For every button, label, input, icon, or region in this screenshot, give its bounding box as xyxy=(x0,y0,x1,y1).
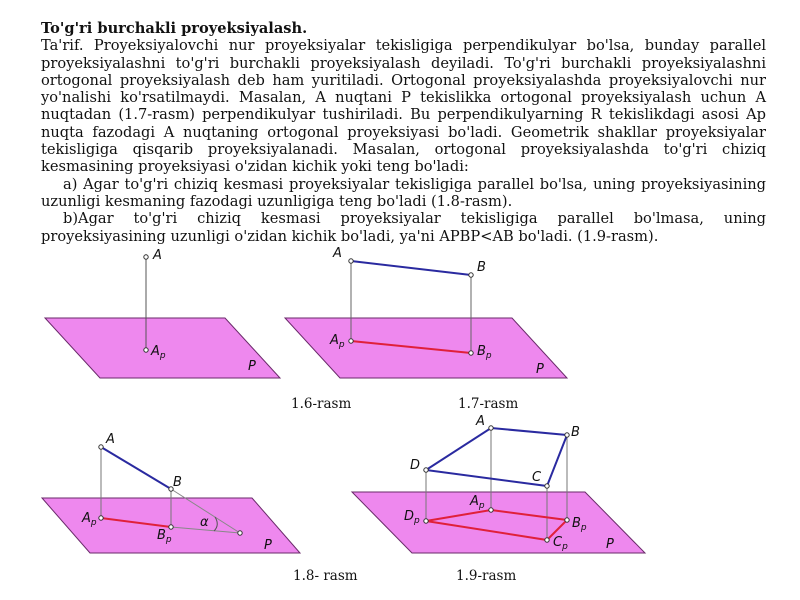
label-a: A xyxy=(333,246,342,261)
point-ap xyxy=(489,508,493,512)
label-dp: $D_p$ xyxy=(404,509,420,526)
label-c: C xyxy=(532,470,542,485)
point-bp xyxy=(169,525,173,529)
caption-fig-1-7: 1.7-rasm xyxy=(458,396,519,412)
point-dp xyxy=(424,519,428,523)
label-bp: $B_p$ xyxy=(477,344,492,361)
point-ap xyxy=(349,339,353,343)
point-b xyxy=(565,433,569,437)
caption-fig-1-6: 1.6-rasm xyxy=(291,396,352,412)
label-a: A xyxy=(153,248,162,263)
label-b: B xyxy=(571,425,580,440)
label-ap: $A_p$ xyxy=(151,344,166,361)
figure-1-6 xyxy=(45,248,280,378)
label-plane-p: P xyxy=(536,362,544,377)
label-d: D xyxy=(410,458,421,473)
paragraph-definition: Ta'rif. Proyeksiyalovchi nur proyeksiyalar tekisligiga perpendikulyar bo'lsa, bunday parallel proyeksiyalashni to'g'ri burchakli proyeksiyalash deyiladi. To'g'ri burchakli proyeksiyalashni ortogonal proyeksiyalash deb ham yuritiladi. Ortogonal proyeksiyalashda proyeksiyalovchi nur yo'nalishi ko'rsatilmaydi. Masalan, A nuqtani P tekislikka ortogonal proyeksiyalash uchun A nuqtadan (1.7-rasm) perpendikulyar tushiriladi. Bu perpendikulyarning R tekislikdagi asosi Ap nuqta fazodagi A nuqtaning ortogonal proyeksiyasi bo'ladi. Geometrik shakllar proyeksiyalar tekisligiga qisqarib proyeksiyalanadi. Masalan, ortogonal proyeksiyalashda to'g'ri chiziq kesmasining proyeksiyasi o'zidan kichik yoki teng bo'ladi: xyxy=(41,37,766,176)
point-ap xyxy=(99,516,103,520)
label-plane-p: P xyxy=(248,359,256,374)
figure-1-9 xyxy=(352,414,645,553)
figure-1-7 xyxy=(285,246,567,378)
plane-p xyxy=(45,318,280,378)
label-alpha: α xyxy=(200,515,209,530)
point-bp xyxy=(469,351,473,355)
label-bp: $B_p$ xyxy=(157,528,172,545)
label-plane-p: P xyxy=(606,537,614,552)
point-b xyxy=(469,273,473,277)
caption-fig-1-8: 1.8- rasm xyxy=(293,568,358,584)
point-a xyxy=(349,259,353,263)
label-a: A xyxy=(106,432,115,447)
label-b: B xyxy=(477,260,486,275)
paragraph-case-b: b)Agar to'g'ri chiziq kesmasi proyeksiyalar tekisligiga parallel bo'lmasa, uning proyeksiyasining uzunligi o'zidan kichik bo'ladi, ya'ni APBP<AB bo'ladi. (1.9-rasm). xyxy=(41,210,766,245)
label-cp: $C_p$ xyxy=(553,535,568,552)
point-c xyxy=(545,484,549,488)
label-a: A xyxy=(476,414,485,429)
label-ap: $A_p$ xyxy=(330,333,345,350)
point-a xyxy=(144,255,148,259)
segment-ab xyxy=(101,447,171,489)
plane-p xyxy=(352,492,645,553)
point-bp xyxy=(565,518,569,522)
point-d xyxy=(424,468,428,472)
segment-ab xyxy=(351,261,471,275)
caption-fig-1-9: 1.9-rasm xyxy=(456,568,517,584)
label-b: B xyxy=(173,475,182,490)
quad-abcd xyxy=(426,428,567,486)
point-cp xyxy=(545,538,549,542)
label-plane-p: P xyxy=(264,538,272,553)
label-bp: $B_p$ xyxy=(572,516,587,533)
label-ap: $A_p$ xyxy=(470,494,485,511)
section-heading: To'g'ri burchakli proyeksiyalash. xyxy=(41,20,308,37)
point-a xyxy=(489,426,493,430)
point-ap xyxy=(144,348,148,352)
paragraph-case-a: a) Agar to'g'ri chiziq kesmasi proyeksiyalar tekisligiga parallel bo'lsa, uning proyeksiyasining uzunligi kesmaning fazodagi uzunligiga teng bo'ladi (1.8-rasm). xyxy=(41,175,766,210)
point-a xyxy=(99,445,103,449)
point-vertex xyxy=(238,531,242,535)
label-ap: $A_p$ xyxy=(82,511,97,528)
figure-1-8 xyxy=(42,432,300,553)
